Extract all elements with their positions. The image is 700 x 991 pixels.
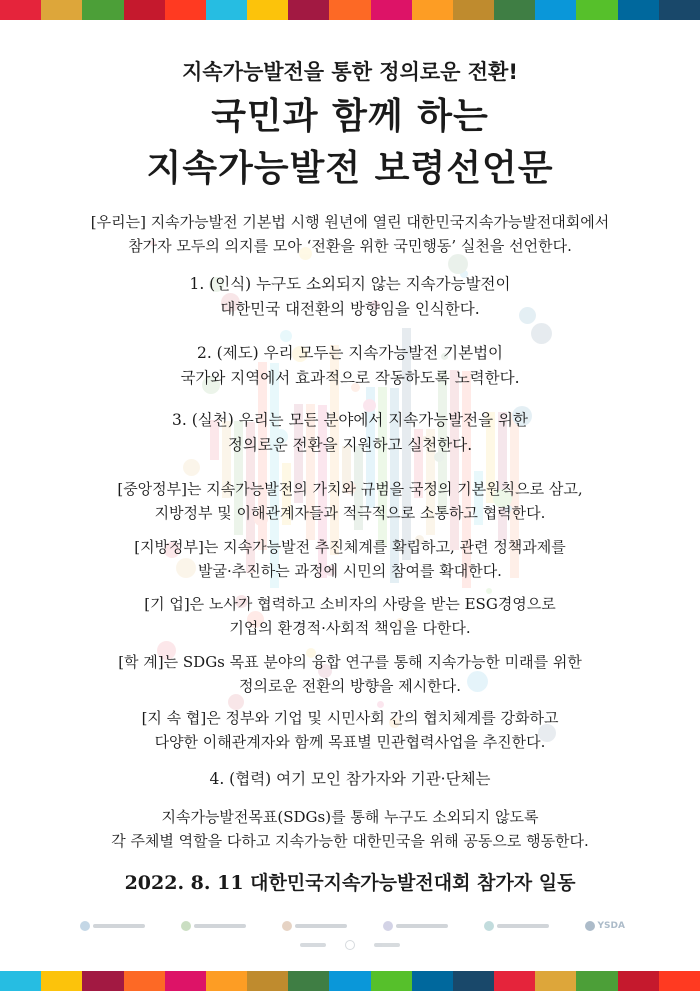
sector-line: 정의로운 전환의 방향을 제시한다. [239, 677, 461, 695]
stripe-segment [247, 971, 288, 991]
stripe-segment [618, 971, 659, 991]
stripe-segment [124, 0, 165, 20]
sector-sustainability-council [0, 706, 700, 754]
organizer-logos [300, 939, 400, 951]
declaration-line: 2. (제도) 우리 모두는 지속가능발전 기본법이 [196, 344, 504, 362]
sdg-color-stripe-top [0, 0, 700, 20]
declaration-line: 정의로운 전환을 지원하고 실천한다. [227, 436, 473, 454]
sponsor-logos [80, 917, 625, 935]
stripe-segment [165, 971, 206, 991]
stripe-segment [618, 0, 659, 20]
stripe-segment [41, 0, 82, 20]
stripe-segment [0, 971, 41, 991]
stripe-segment [329, 971, 370, 991]
sdg-color-stripe-bottom [0, 971, 700, 991]
stripe-segment [82, 971, 123, 991]
declaration-line: 4. (협력) 여기 모인 참가자와 기관·단체는 [209, 770, 491, 788]
sector-line: [중앙정부]는 지속가능발전의 가치와 규범을 국정의 기본원칙으로 삼고, [117, 480, 583, 498]
declaration-line: 대한민국 대전환의 방향임을 인식한다. [220, 300, 480, 318]
declaration-4 [0, 767, 700, 792]
declaration-line: 1. (인식) 누구도 소외되지 않는 지속가능발전이 [189, 275, 511, 293]
sector-local-government [0, 535, 700, 583]
sector-line: 기업의 환경적·사회적 책임을 다한다. [229, 619, 471, 637]
stripe-segment [247, 0, 288, 20]
title-line-1: 국민과 함께 하는 [211, 96, 489, 137]
intro-line: 참가자 모두의 의지를 모아 ‘전환을 위한 국민행동’ 실천을 선언한다. [128, 237, 572, 255]
declaration-line: 3. (실천) 우리는 모든 분야에서 지속가능발전을 위한 [172, 411, 528, 429]
stripe-segment [0, 0, 41, 20]
sponsor-logo [383, 921, 448, 931]
stripe-segment [576, 971, 617, 991]
sector-line: [학 계]는 SDGs 목표 분야의 융합 연구를 통해 지속가능한 미래를 위한 [118, 653, 582, 671]
sector-academia [0, 650, 700, 698]
organizer-logo [374, 943, 400, 947]
date-signature: 2022. 8. 11 대한민국지속가능발전대회 참가자 일동 [124, 872, 576, 894]
stripe-segment [371, 971, 412, 991]
stripe-segment [412, 971, 453, 991]
stripe-segment [494, 971, 535, 991]
closing-line: 각 주체별 역할을 다하고 지속가능한 대한민국을 위해 공동으로 행동한다. [111, 832, 589, 850]
subtitle: 지속가능발전을 통한 정의로운 전환! [182, 60, 518, 84]
stripe-segment [288, 0, 329, 20]
intro-paragraph [0, 210, 700, 258]
sponsor-logo [282, 921, 347, 931]
closing-paragraph [0, 805, 700, 853]
stripe-segment [535, 971, 576, 991]
organizer-logo [300, 943, 326, 947]
declaration-line: 국가와 지역에서 효과적으로 작동하도록 노력한다. [180, 369, 520, 387]
sponsor-logo [484, 921, 549, 931]
stripe-segment [288, 971, 329, 991]
ysda-logo-text: YSDA [597, 921, 625, 931]
declaration-1 [0, 272, 700, 322]
sector-line: [기 업]은 노사가 협력하고 소비자의 사랑을 받는 ESG경영으로 [144, 595, 556, 613]
sector-line: 다양한 이해관계자와 함께 목표별 민관협력사업을 추진한다. [154, 733, 546, 751]
stripe-segment [371, 0, 412, 20]
sector-business [0, 592, 700, 640]
stripe-segment [535, 0, 576, 20]
sector-line: [지방정부]는 지속가능발전 추진체계를 확립하고, 관련 정책과제를 [134, 538, 566, 556]
stripe-segment [659, 971, 700, 991]
ysda-logo [585, 921, 625, 931]
stripe-segment [165, 0, 206, 20]
sponsor-logo [181, 921, 246, 931]
stripe-segment [412, 0, 453, 20]
stripe-segment [41, 971, 82, 991]
sponsor-logo [80, 921, 145, 931]
stripe-segment [82, 0, 123, 20]
stripe-segment [494, 0, 535, 20]
sector-line: [지 속 협]은 정부와 기업 및 시민사회 간의 협치체계를 강화하고 [141, 709, 559, 727]
sector-line: 지방정부 및 이해관계자들과 적극적으로 소통하고 협력한다. [154, 504, 546, 522]
organizer-logo [345, 940, 355, 950]
stripe-segment [659, 0, 700, 20]
sector-line: 발굴·추진하는 과정에 시민의 참여를 확대한다. [198, 562, 502, 580]
intro-line: [우리는] 지속가능발전 기본법 시행 원년에 열린 대한민국지속가능발전대회에서 [90, 213, 610, 231]
stripe-segment [206, 971, 247, 991]
stripe-segment [124, 971, 165, 991]
stripe-segment [453, 971, 494, 991]
stripe-segment [206, 0, 247, 20]
closing-line: 지속가능발전목표(SDGs)를 통해 누구도 소외되지 않도록 [161, 808, 539, 826]
stripe-segment [453, 0, 494, 20]
sector-central-government [0, 477, 700, 525]
declaration-3 [0, 408, 700, 458]
stripe-segment [576, 0, 617, 20]
decorative-dot [183, 459, 200, 476]
title-line-2: 지속가능발전 보령선언문 [146, 148, 554, 189]
declaration-2 [0, 341, 700, 391]
stripe-segment [329, 0, 370, 20]
